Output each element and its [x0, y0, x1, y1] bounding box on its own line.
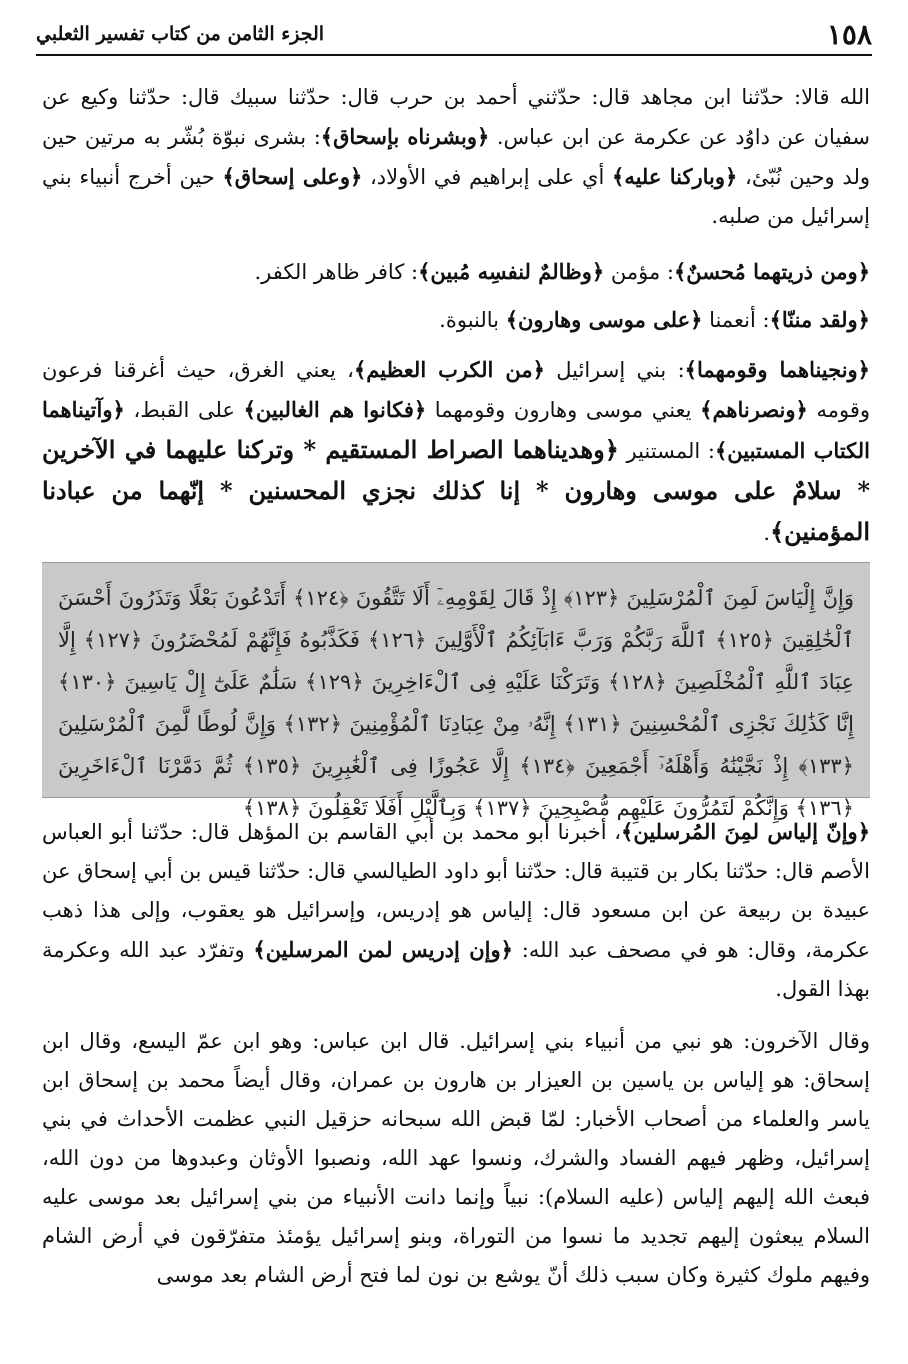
quran-quote: ﴿وباركنا عليه﴾	[612, 164, 738, 189]
paragraph-5	[42, 812, 870, 1009]
text-span: : مؤمن	[604, 260, 674, 284]
text-span: : المستنير	[618, 439, 715, 463]
quran-quote: ﴿فكانوا هم الغالبين﴾	[243, 397, 427, 422]
text-span: أي على إبراهيم في الأولاد،	[362, 165, 613, 189]
paragraph-6	[42, 1022, 870, 1295]
quran-quote: ﴿وعلى إسحاق﴾	[222, 164, 363, 189]
paragraph-2	[42, 252, 870, 292]
text-span: : بني إسرائيل	[544, 358, 685, 382]
text-span: .	[763, 521, 771, 545]
quran-quote: ﴿على موسى وهارون﴾	[505, 307, 703, 332]
running-title: الجزء الثامن من كتاب تفسير الثعلبي	[36, 23, 325, 45]
text-span: ، أخبرنا أبو محمد بن أبي القاسم بن المؤهل قال: حدّثنا أبو العباس الأصم قال: حدّثنا بكار بن قتيبة قال: حدّثنا أبو داود الطيالسي قال: حدّثنا قيس بن أبي إسحاق عن عبيدة بن ربيعة عن ابن مسعود قال: إلياس هو إدريس، وإسرائيل هو يعقوب، وإلى هذا ذهب عكرمة، وقال: هو في مصحف عبد الله:	[42, 820, 870, 962]
quran-quote: ﴿وآتيناهما الكتاب المستبين﴾	[42, 397, 870, 463]
paragraph-4	[42, 350, 870, 553]
quran-quote: ﴿ونصرناهم﴾	[700, 397, 808, 422]
text-span: وتفرّد عبد الله وعكرمة بهذا القول.	[42, 938, 870, 1001]
text-span: : بشرى نبوّة بُشّر به مرتين حين ولد وحين نُبّئ،	[42, 125, 870, 189]
quran-quote: ﴿ومن ذريتهما مُحسنٌ﴾	[673, 259, 870, 284]
quran-verses-box	[42, 562, 870, 820]
paragraph-1	[42, 78, 870, 236]
page-number: ١٥٨	[826, 17, 872, 51]
text-span: : أنعمنا	[702, 308, 770, 332]
page-header	[36, 14, 872, 56]
quran-quote: ﴿وبشرناه بإسحاق﴾	[320, 124, 490, 149]
quran-quote: ﴿وهديناهما الصراط المستقيم * وتركنا عليهما في الآخرين * سلامٌ على موسى وهارون * إنا كذلك نجزي المحسنين * إنّهما من عبادنا المؤمنين﴾	[42, 435, 870, 546]
text-span: الله قالا: حدّثنا ابن مجاهد قال: حدّثني أحمد بن حرب قال: حدّثنا سبيك قال: حدّثنا وكيع عن سفيان عن داوُد عن عكرمة عن ابن عباس.	[42, 85, 870, 149]
quran-quote: ﴿وإنّ إلياس لمِنَ المُرسلين﴾	[621, 819, 870, 844]
quran-quote: ﴿وظالمٌ لنفسِه مُبين﴾	[418, 259, 605, 284]
quran-quote: ﴿وإن إدريس لمن المرسلين﴾	[253, 937, 513, 962]
quran-quote: ﴿ولقد مننّا﴾	[769, 307, 870, 332]
text-span: وقال الآخرون: هو نبي من أنبياء بني إسرائيل. قال ابن عباس: وهو ابن عمّ اليسع، وقال ابن إسحاق: هو إلياس بن ياسين بن العيزار بن هارون بن عمران، وقال أيضاً محمد بن إسحاق ابن ياسر والعلماء من أصحاب الأخبار: لمّا قبض الله سبحانه حزقيل النبي عظمت الأحداث في بني إسرائيل، وظهر فيهم الفساد والشرك، ونسوا عهد الله، ونصبوا الأوثان وعبدوها من دون الله، فبعث الله إليهم إلياس (عليه السلام): نبياً وإنما دانت الأنبياء من بني إسرائيل بعد موسى عليه السلام يبعثون إليهم تجديد ما نسوا من التوراة، وبنو إسرائيل يؤمئذ متفرّقون في أرض الشام وفيهم ملوك كثيرة وكان سبب ذلك أنّ يوشع بن نون لما فتح أرض الشام بعد موسى	[42, 1029, 870, 1287]
text-span: على القبط،	[124, 398, 244, 422]
quran-quote: ﴿من الكرب العظيم﴾	[353, 357, 545, 382]
text-span: : كافر ظاهر الكفر.	[254, 260, 419, 284]
text-span: بالنبوة.	[439, 308, 506, 332]
quran-verses: وَإِنَّ إِلْيَاسَ لَمِنَ ٱلْمُرْسَلِينَ ﴿١٢٣﴾ إِذْ قَالَ لِقَوْمِهِۦٓ أَلَا تَتَّقُونَ ﴿١٢٤﴾ أَتَدْعُونَ بَعْلًا وَتَذَرُونَ أَحْسَنَ ٱلْخَٰلِقِينَ ﴿١٢٥﴾ ٱللَّهَ رَبَّكُمْ وَرَبَّ ءَابَآئِكُمُ ٱلْأَوَّلِينَ ﴿١٢٦﴾ فَكَذَّبُوهُ فَإِنَّهُمْ لَمُحْضَرُونَ ﴿١٢٧﴾ إِلَّا عِبَادَ ٱللَّهِ ٱلْمُخْلَصِينَ ﴿١٢٨﴾ وَتَرَكْنَا عَلَيْهِ فِى ٱلْءَاخِرِينَ ﴿١٢٩﴾ سَلَٰمٌ عَلَىٰٓ إِلْ يَاسِينَ ﴿١٣٠﴾ إِنَّا كَذَٰلِكَ نَجْزِى ٱلْمُحْسِنِينَ ﴿١٣١﴾ إِنَّهُۥ مِنْ عِبَادِنَا ٱلْمُؤْمِنِينَ ﴿١٣٢﴾ وَإِنَّ لُوطًا لَّمِنَ ٱلْمُرْسَلِينَ ﴿١٣٣﴾ إِذْ نَجَّيْنَٰهُ وَأَهْلَهُۥٓ أَجْمَعِينَ ﴿١٣٤﴾ إِلَّا عَجُوزًا فِى ٱلْغَٰبِرِينَ ﴿١٣٥﴾ ثُمَّ دَمَّرْنَا ٱلْءَاخَرِينَ ﴿١٣٦﴾ وَإِنَّكُمْ لَتَمُرُّونَ عَلَيْهِم مُّصْبِحِينَ ﴿١٣٧﴾ وَبِٱلَّيْلِ أَفَلَا تَعْقِلُونَ ﴿١٣٨﴾	[58, 586, 855, 820]
paragraph-3	[42, 300, 870, 340]
text-span: حين أخرج أنبياء بني إسرائيل من صلبه.	[42, 165, 870, 228]
quran-quote: ﴿ونجيناهما وقومهما﴾	[684, 357, 870, 382]
text-span: يعني موسى وهارون وقومهما	[426, 398, 701, 422]
text-span: ، يعني الغرق، حيث أغرقنا فرعون وقومه	[42, 358, 870, 422]
